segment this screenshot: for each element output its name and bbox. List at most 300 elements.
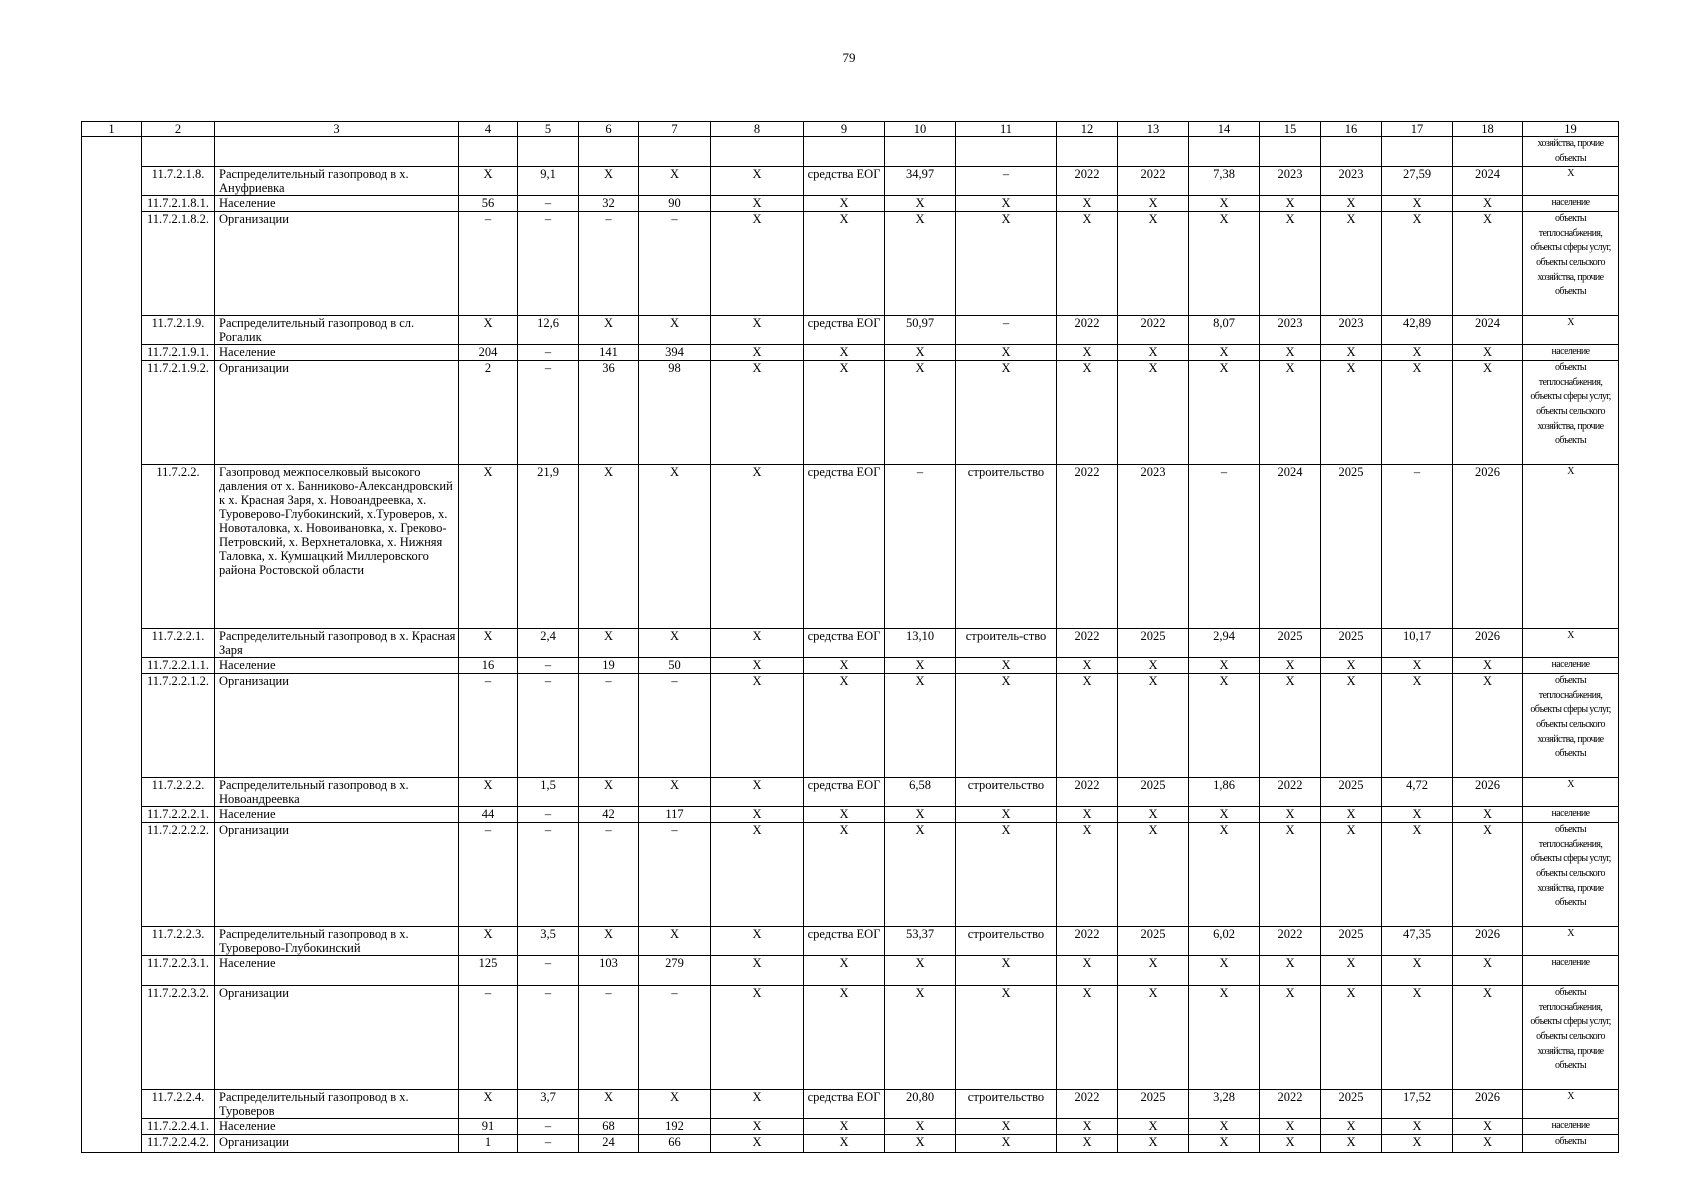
table-cell: X	[459, 167, 518, 196]
table-cell: X	[1453, 674, 1523, 778]
table-cell: X	[1321, 212, 1382, 316]
table-cell: –	[579, 674, 639, 778]
table-cell: 90	[639, 196, 711, 212]
table-cell: X	[1118, 674, 1189, 778]
table-cell: X	[1260, 823, 1321, 927]
table-cell: X	[885, 823, 956, 927]
table-cell: X	[1523, 778, 1619, 807]
table-cell: –	[459, 986, 518, 1090]
table-cell: X	[1321, 196, 1382, 212]
table-cell: X	[1453, 212, 1523, 316]
table-cell: 394	[639, 345, 711, 361]
table-cell: строительство	[956, 465, 1057, 629]
table-cell: –	[956, 167, 1057, 196]
table-cell: –	[518, 361, 579, 465]
table-cell: объекты	[1523, 1135, 1619, 1153]
table-cell: X	[1453, 1135, 1523, 1153]
table-cell: X	[1453, 986, 1523, 1090]
table-cell: 2026	[1453, 465, 1523, 629]
table-cell: 32	[579, 196, 639, 212]
table-cell: 11.7.2.2.4.1.	[142, 1119, 215, 1135]
header-cell: 3	[215, 122, 459, 137]
header-cell: 4	[459, 122, 518, 137]
table-cell: X	[956, 956, 1057, 986]
table-cell: X	[956, 1119, 1057, 1135]
table-cell: 2022	[1260, 1090, 1321, 1119]
table-cell: 11.7.2.2.3.2.	[142, 986, 215, 1090]
table-cell: население	[1523, 658, 1619, 674]
table-cell: X	[1118, 986, 1189, 1090]
table-cell: X	[1453, 196, 1523, 212]
table-cell: X	[1382, 1119, 1453, 1135]
table-cell: –	[459, 212, 518, 316]
table-cell: X	[639, 316, 711, 345]
table-cell: строительство	[956, 1090, 1057, 1119]
table-cell: X	[1453, 361, 1523, 465]
table-cell: Организации	[215, 823, 459, 927]
table-cell: X	[804, 212, 885, 316]
table-cell	[82, 196, 142, 212]
table-cell: X	[1453, 956, 1523, 986]
table-cell: X	[1382, 956, 1453, 986]
table-cell: X	[1057, 212, 1118, 316]
table-cell: X	[459, 778, 518, 807]
table-cell: X	[639, 1090, 711, 1119]
table-cell: –	[518, 212, 579, 316]
table-cell	[82, 1090, 142, 1119]
table-cell: X	[711, 986, 804, 1090]
table-cell: X	[885, 956, 956, 986]
table-cell: X	[804, 1119, 885, 1135]
table-cell: X	[804, 196, 885, 212]
table-cell: 2023	[1260, 167, 1321, 196]
table-cell: X	[1118, 1135, 1189, 1153]
table-cell: X	[956, 361, 1057, 465]
table-cell: объекты теплоснабжения, объекты сферы услуг, объекты сельского хозяйства, прочие объекты	[1523, 986, 1619, 1090]
table-cell: X	[711, 465, 804, 629]
header-cell: 2	[142, 122, 215, 137]
table-cell: 11.7.2.2.3.	[142, 927, 215, 956]
table-cell: X	[711, 1135, 804, 1153]
table-cell	[459, 137, 518, 167]
header-cell: 16	[1321, 122, 1382, 137]
table-row	[82, 823, 1619, 927]
table-cell: X	[956, 807, 1057, 823]
table-cell: 2025	[1321, 1090, 1382, 1119]
table-cell	[82, 658, 142, 674]
table-cell: –	[518, 823, 579, 927]
table-cell: 27,59	[1382, 167, 1453, 196]
table-cell: X	[885, 212, 956, 316]
table-cell: X	[1057, 658, 1118, 674]
table-cell: строительство	[956, 778, 1057, 807]
table-cell: 2025	[1321, 465, 1382, 629]
table-cell: X	[1321, 345, 1382, 361]
table-cell: 11.7.2.2.2.2.	[142, 823, 215, 927]
table-cell: средства ЕОГ	[804, 465, 885, 629]
table-cell: 11.7.2.1.8.	[142, 167, 215, 196]
table-cell	[1057, 137, 1118, 167]
table-cell	[82, 674, 142, 778]
table-cell: X	[1260, 956, 1321, 986]
table-cell: –	[518, 956, 579, 986]
table-cell: 204	[459, 345, 518, 361]
table-cell: Распределительный газопровод в х. Красная Заря	[215, 629, 459, 658]
table-cell: X	[1118, 361, 1189, 465]
table-cell: –	[579, 986, 639, 1090]
table-cell: X	[579, 1090, 639, 1119]
table-cell: –	[1382, 465, 1453, 629]
table-cell: X	[459, 465, 518, 629]
table-cell: 117	[639, 807, 711, 823]
table-cell: Население	[215, 345, 459, 361]
table-cell: X	[1523, 927, 1619, 956]
table-cell: –	[885, 465, 956, 629]
table-cell: Распределительный газопровод в сл. Рогалик	[215, 316, 459, 345]
table-cell: 3,7	[518, 1090, 579, 1119]
table-cell	[82, 316, 142, 345]
table-cell: 42	[579, 807, 639, 823]
table-cell: X	[1321, 986, 1382, 1090]
table-cell: –	[579, 212, 639, 316]
table-cell: –	[518, 345, 579, 361]
table-cell: 44	[459, 807, 518, 823]
table-cell: хозяйства, прочие объекты	[1523, 137, 1619, 167]
table-cell: 9,1	[518, 167, 579, 196]
table-cell: средства ЕОГ	[804, 316, 885, 345]
table-cell: X	[459, 629, 518, 658]
table-cell: X	[1189, 1135, 1260, 1153]
table-cell	[82, 361, 142, 465]
table-cell: 2,94	[1189, 629, 1260, 658]
table-cell: Население	[215, 1119, 459, 1135]
table-cell: 2,4	[518, 629, 579, 658]
table-cell: 2025	[1321, 778, 1382, 807]
table-cell: Население	[215, 196, 459, 212]
table-cell: X	[1118, 823, 1189, 927]
table-row	[82, 986, 1619, 1090]
table-cell: X	[1057, 823, 1118, 927]
table-row	[82, 345, 1619, 361]
table-cell: 2022	[1057, 629, 1118, 658]
table-cell: X	[711, 196, 804, 212]
header-cell: 5	[518, 122, 579, 137]
table-cell: 2025	[1321, 927, 1382, 956]
table-cell: X	[1382, 212, 1453, 316]
table-cell: 2022	[1260, 927, 1321, 956]
table-cell: X	[1189, 658, 1260, 674]
table-cell: X	[711, 167, 804, 196]
table-cell: X	[711, 629, 804, 658]
table-cell	[82, 1119, 142, 1135]
table-cell: X	[1260, 986, 1321, 1090]
table-cell: 11.7.2.2.1.2.	[142, 674, 215, 778]
table-cell: 4,72	[1382, 778, 1453, 807]
table-cell: X	[885, 361, 956, 465]
table-cell: –	[518, 1119, 579, 1135]
table-cell: X	[1189, 361, 1260, 465]
table-cell: 2026	[1453, 927, 1523, 956]
table-cell: X	[711, 674, 804, 778]
table-cell: X	[885, 807, 956, 823]
table-cell: объекты теплоснабжения, объекты сферы услуг, объекты сельского хозяйства, прочие объекты	[1523, 361, 1619, 465]
table-cell	[82, 167, 142, 196]
table-cell: Распределительный газопровод в х. Туроверов	[215, 1090, 459, 1119]
table-cell: Население	[215, 658, 459, 674]
table-cell: 11.7.2.2.3.1.	[142, 956, 215, 986]
table-cell: 2026	[1453, 778, 1523, 807]
table-cell: 12,6	[518, 316, 579, 345]
table-cell: 2026	[1453, 1090, 1523, 1119]
table-cell	[1189, 137, 1260, 167]
table-cell	[1321, 137, 1382, 167]
table-cell	[82, 986, 142, 1090]
table-cell: 11.7.2.2.4.	[142, 1090, 215, 1119]
table-cell: 103	[579, 956, 639, 986]
table-cell: 6,58	[885, 778, 956, 807]
table-cell: X	[711, 658, 804, 674]
table-cell: Организации	[215, 361, 459, 465]
table-row	[82, 807, 1619, 823]
table-cell: X	[804, 823, 885, 927]
table-cell: 2023	[1260, 316, 1321, 345]
table-cell: X	[1118, 658, 1189, 674]
table-cell: X	[459, 316, 518, 345]
table-cell: 3,5	[518, 927, 579, 956]
table-cell: X	[804, 674, 885, 778]
table-cell: X	[1057, 986, 1118, 1090]
table-cell: X	[1118, 212, 1189, 316]
table-cell: средства ЕОГ	[804, 1090, 885, 1119]
table-cell: X	[1382, 807, 1453, 823]
table-cell: X	[1189, 196, 1260, 212]
table-cell: X	[1118, 956, 1189, 986]
table-cell: население	[1523, 956, 1619, 986]
table-cell	[1118, 137, 1189, 167]
table-cell: 2026	[1453, 629, 1523, 658]
table-cell: 3,28	[1189, 1090, 1260, 1119]
table-cell: X	[639, 778, 711, 807]
table-cell: X	[1453, 807, 1523, 823]
table-cell: средства ЕОГ	[804, 629, 885, 658]
table-cell: 16	[459, 658, 518, 674]
table-cell: 2023	[1321, 167, 1382, 196]
table-cell: 68	[579, 1119, 639, 1135]
table-cell: 11.7.2.1.9.1.	[142, 345, 215, 361]
table-cell	[82, 956, 142, 986]
table-cell: 2023	[1321, 316, 1382, 345]
table-cell: X	[956, 345, 1057, 361]
table-cell: X	[1189, 956, 1260, 986]
table-cell: 2025	[1118, 1090, 1189, 1119]
table-cell	[82, 465, 142, 629]
table-cell: X	[1057, 196, 1118, 212]
table-cell: X	[804, 956, 885, 986]
table-cell: население	[1523, 807, 1619, 823]
table-cell: 2022	[1118, 316, 1189, 345]
table-cell: X	[579, 316, 639, 345]
table-cell: X	[804, 986, 885, 1090]
table-cell: X	[1523, 629, 1619, 658]
table-cell: X	[956, 674, 1057, 778]
table-cell: –	[639, 674, 711, 778]
table-cell: 98	[639, 361, 711, 465]
table-cell: X	[1189, 807, 1260, 823]
header-cell: 12	[1057, 122, 1118, 137]
table-cell: 141	[579, 345, 639, 361]
table-row	[82, 927, 1619, 956]
table-cell	[82, 629, 142, 658]
table-cell: X	[459, 927, 518, 956]
table-cell: X	[1382, 196, 1453, 212]
table-cell: X	[711, 927, 804, 956]
table-cell: X	[1057, 956, 1118, 986]
header-cell: 6	[579, 122, 639, 137]
table-cell: X	[1321, 658, 1382, 674]
table-cell: X	[956, 986, 1057, 1090]
table-row	[82, 1119, 1619, 1135]
table-cell: X	[1057, 361, 1118, 465]
table-cell: 11.7.2.1.9.	[142, 316, 215, 345]
table-row	[82, 629, 1619, 658]
table-cell: 53,37	[885, 927, 956, 956]
header-cell: 19	[1523, 122, 1619, 137]
table-cell: X	[639, 167, 711, 196]
table-cell: X	[804, 361, 885, 465]
table-cell: 47,35	[1382, 927, 1453, 956]
header-cell: 1	[82, 122, 142, 137]
table-cell: 1	[459, 1135, 518, 1153]
table-cell: Население	[215, 956, 459, 986]
table-cell: X	[1057, 674, 1118, 778]
table-cell: X	[1382, 986, 1453, 1090]
table-cell: Организации	[215, 1135, 459, 1153]
table-cell: 2022	[1260, 778, 1321, 807]
data-table	[81, 121, 1619, 1153]
header-cell: 9	[804, 122, 885, 137]
table-cell: 34,97	[885, 167, 956, 196]
table-cell: средства ЕОГ	[804, 927, 885, 956]
table-cell: X	[956, 823, 1057, 927]
table-row	[82, 658, 1619, 674]
table-cell: X	[804, 345, 885, 361]
table-cell: 13,10	[885, 629, 956, 658]
table-cell: X	[1453, 1119, 1523, 1135]
table-cell: X	[1189, 212, 1260, 316]
table-cell: X	[711, 1119, 804, 1135]
table-row	[82, 167, 1619, 196]
table-cell: 2022	[1057, 316, 1118, 345]
table-cell: X	[1260, 361, 1321, 465]
table-cell: 1,86	[1189, 778, 1260, 807]
table-cell: –	[518, 196, 579, 212]
table-cell: 2022	[1057, 1090, 1118, 1119]
table-cell	[215, 137, 459, 167]
table-row	[82, 465, 1619, 629]
table-cell: X	[1260, 345, 1321, 361]
table-cell: 11.7.2.1.8.1.	[142, 196, 215, 212]
table-cell: Распределительный газопровод в х. Новоандреевка	[215, 778, 459, 807]
table-cell: X	[1057, 807, 1118, 823]
table-row	[82, 196, 1619, 212]
table-cell: –	[459, 823, 518, 927]
table-cell: X	[1453, 823, 1523, 927]
table-cell: 21,9	[518, 465, 579, 629]
table-cell: население	[1523, 345, 1619, 361]
table-cell	[1382, 137, 1453, 167]
table-cell	[142, 137, 215, 167]
table-cell: X	[1382, 658, 1453, 674]
table-cell: X	[459, 1090, 518, 1119]
table-cell	[518, 137, 579, 167]
table-cell: X	[956, 196, 1057, 212]
table-cell: X	[579, 167, 639, 196]
table-cell: X	[1260, 1135, 1321, 1153]
table-cell: X	[804, 807, 885, 823]
table-cell: 125	[459, 956, 518, 986]
table-cell: 19	[579, 658, 639, 674]
table-cell: X	[579, 629, 639, 658]
table-cell: Распределительный газопровод в х. Туроверово-Глубокинский	[215, 927, 459, 956]
table-cell: X	[711, 807, 804, 823]
table-cell: X	[885, 1119, 956, 1135]
table-row	[82, 316, 1619, 345]
table-cell: строитель-ство	[956, 629, 1057, 658]
table-cell: 50	[639, 658, 711, 674]
table-cell	[1453, 137, 1523, 167]
table-cell: 2024	[1453, 316, 1523, 345]
table-cell	[804, 137, 885, 167]
table-cell: 2025	[1321, 629, 1382, 658]
table-cell: X	[639, 927, 711, 956]
table-cell: X	[1057, 1119, 1118, 1135]
table-cell: 8,07	[1189, 316, 1260, 345]
table-cell: 66	[639, 1135, 711, 1153]
table-cell: X	[1453, 345, 1523, 361]
table-cell: X	[639, 465, 711, 629]
table-row	[82, 137, 1619, 167]
table-cell: X	[1189, 345, 1260, 361]
table-cell	[639, 137, 711, 167]
table-cell: Организации	[215, 674, 459, 778]
table-cell: X	[711, 345, 804, 361]
table-cell: 6,02	[1189, 927, 1260, 956]
table-cell: Организации	[215, 212, 459, 316]
table-cell: 50,97	[885, 316, 956, 345]
header-cell: 18	[1453, 122, 1523, 137]
table-cell: X	[885, 658, 956, 674]
table-cell: средства ЕОГ	[804, 778, 885, 807]
table-cell: X	[711, 316, 804, 345]
table-cell	[82, 927, 142, 956]
table-cell	[82, 778, 142, 807]
header-row	[82, 122, 1619, 137]
table-cell: X	[1382, 674, 1453, 778]
table-cell: X	[711, 1090, 804, 1119]
table-row	[82, 956, 1619, 986]
table-cell: X	[1382, 361, 1453, 465]
table-cell: X	[1321, 1135, 1382, 1153]
table-cell: X	[956, 658, 1057, 674]
header-cell: 14	[1189, 122, 1260, 137]
table-cell: X	[711, 212, 804, 316]
table-cell: X	[1189, 1119, 1260, 1135]
table-cell: 279	[639, 956, 711, 986]
table-cell: объекты теплоснабжения, объекты сферы услуг, объекты сельского хозяйства, прочие объекты	[1523, 212, 1619, 316]
table-cell: 11.7.2.2.1.1.	[142, 658, 215, 674]
table-cell	[82, 1135, 142, 1153]
header-cell: 11	[956, 122, 1057, 137]
